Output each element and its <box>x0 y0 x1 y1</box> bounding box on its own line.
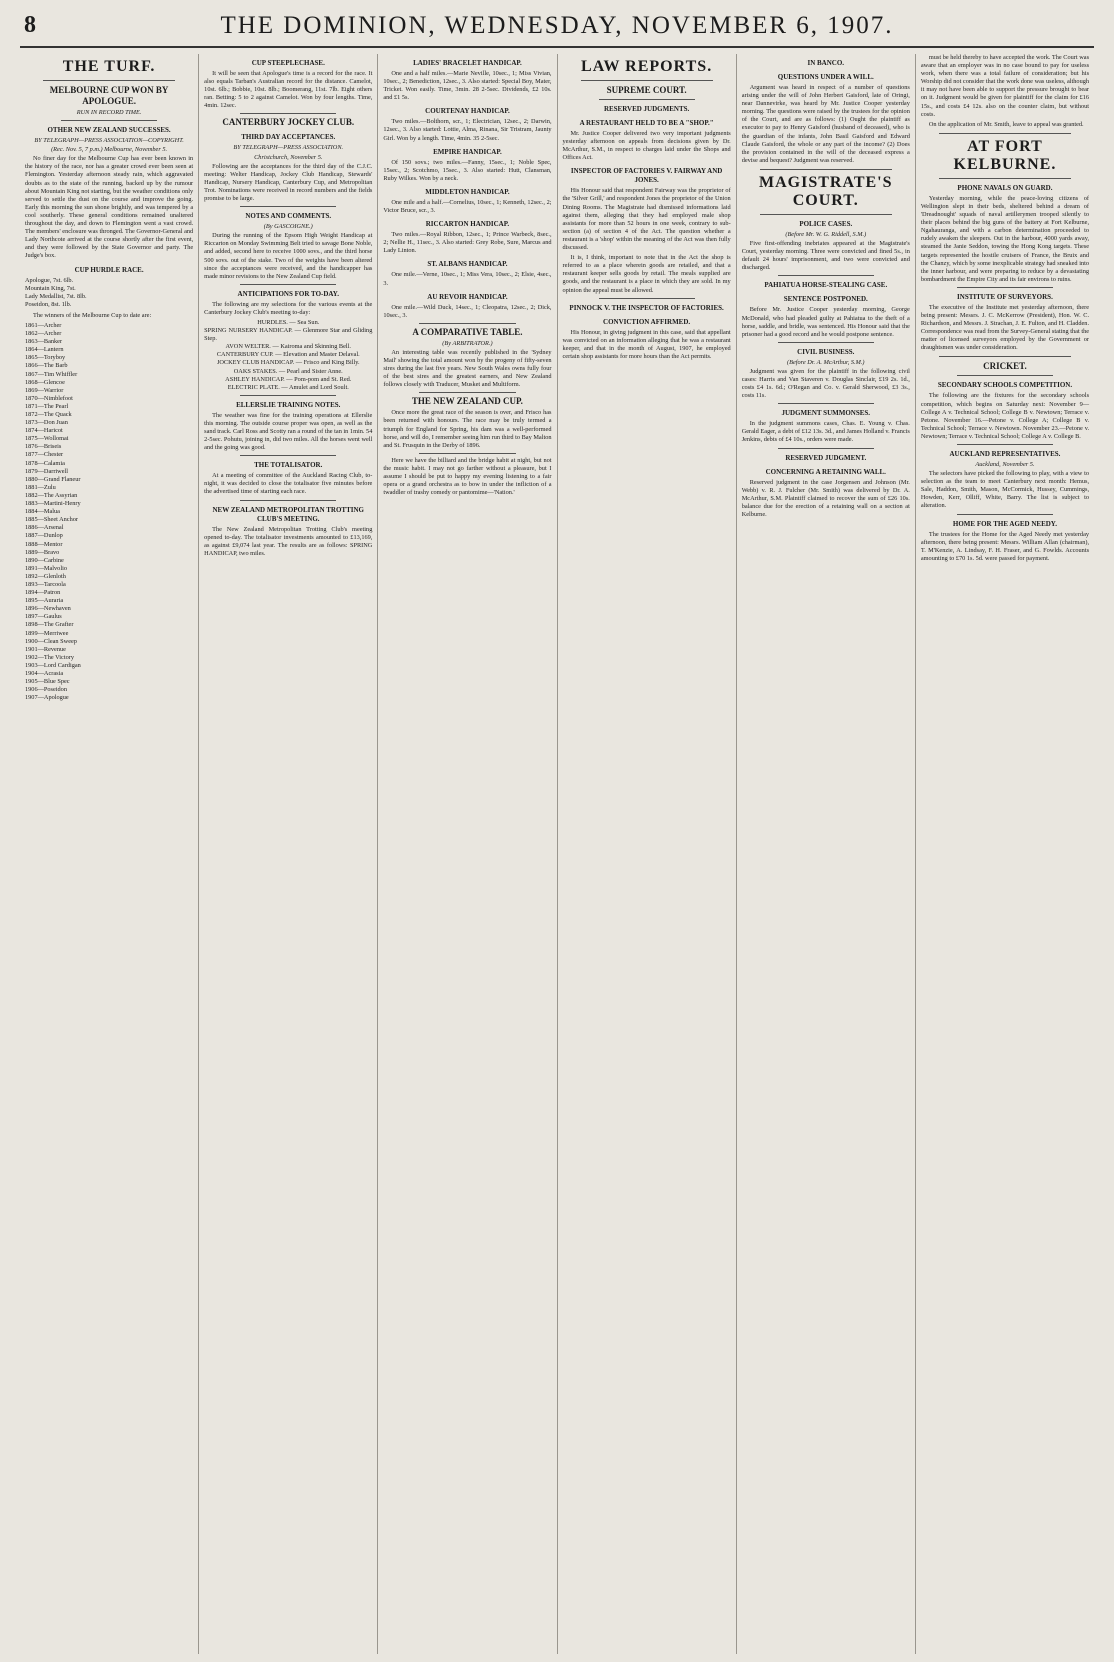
article-body: The selectors have picked the following to play, with a view to selection as the team to meet Canterbury next month: Hemus, Sale, Haddon, Smith, Mason, McCormick, Hussey, Cummings, Howden, Kerr, Olliff, White, Barry. The list is subject to alteration. <box>920 470 1090 510</box>
article-body: The winners of the Melbourne Cup to date are: <box>33 311 152 319</box>
masthead <box>20 8 1094 48</box>
article-headline: CONVICTION AFFIRMED. <box>603 317 691 326</box>
divider <box>240 284 336 285</box>
record-row: 1880—Grand Flaneur <box>25 475 81 483</box>
article-headline: THIRD DAY ACCEPTANCES. <box>241 133 336 142</box>
results-list <box>25 277 193 309</box>
article-body: During the running of the Epsom High Weight Handicap at Riccarton on Monday Swimming Belt tried to savage Bone Noble, and added, second here to receive 1000 sovs., and the third horse 500 sovs. out of the stake. Two of the weights have been altered since the acceptances were received, and the handicapper has made minor revisions to the New Zealand Cup field. <box>204 232 373 280</box>
article-headline: THE NEW ZEALAND CUP. <box>411 396 523 407</box>
article-headline: SUPREME COURT. <box>606 85 687 95</box>
article-body: One and a half miles.—Marie Neville, 10sec., 1; Miss Vivian, 10sec., 2; Benediction, 12sec., 3. Also started: Special Boy, Mater, Tricket. Won easily. Time, 3min. 28 2-5sec. Dividends, £2 10s. and £1 5s. <box>383 70 552 102</box>
article-body: Five first-offending inebriates appeared at the Magistrate's Court, yesterday morning. Three were convicted and fined 5s., in default 24 hours' imprisonment, and two were convicted and discharged. <box>741 240 910 272</box>
article-headline: CONCERNING A RETAINING WALL. <box>765 467 886 476</box>
selection-item: CANTERBURY CUP. — Elevation and Master Delaval. <box>216 351 360 359</box>
selection-item: JOCKEY CLUB HANDICAP. — Frisco and King Billy. <box>216 359 360 367</box>
article-body: Reserved judgment in the case Jorgensen and Johnson (Mr. Webb) v. R. J. Fulcher (Mr. Smith) was delivered by Dr. A. McArthur, S.M. Plaintiff claimed to recover the sum of £26 10s. balance due for the erection of a retaining wall on a section at Kelburne. <box>741 478 910 518</box>
article-headline: MELBOURNE CUP WON BY APOLOGUE. <box>49 85 169 106</box>
article-headline: LADIES' BRACELET HANDICAP. <box>413 59 522 67</box>
article-body: One mile and a half.—Cornelius, 10sec., 1; Kenneth, 12sec., 2; Victor Bruce, scr., 3. <box>383 198 552 215</box>
divider <box>419 453 515 454</box>
record-row: 1868—Glencoe <box>25 378 65 386</box>
divider <box>957 287 1053 288</box>
credit-line: BY TELEGRAPH—PRESS ASSOCIATION—COPYRIGHT. <box>34 137 184 145</box>
record-row: 1878—Calamia <box>25 459 65 467</box>
section-heading: AT FORT KELBURNE. <box>953 137 1057 173</box>
record-row: 1893—Tarcoola <box>25 580 66 588</box>
record-row: 1888—Mentor <box>25 540 63 548</box>
record-row: 1890—Carbine <box>25 556 64 564</box>
record-row: 1864—Lantern <box>25 346 64 354</box>
column-4 <box>558 54 737 1654</box>
column-6 <box>916 54 1094 1654</box>
article-headline: COURTENAY HANDICAP. <box>425 107 510 116</box>
record-row: 1882—The Assyrian <box>25 491 78 499</box>
section-heading: LAW REPORTS. <box>581 58 713 75</box>
article-body: Before Mr. Justice Cooper yesterday morning, George McDonald, who had pleaded guilty at Pahiatua to the theft of a horse, saddle, and bridle, was sentenced. His Honour said that the prisoner had a good record and he would postpone sentence. <box>741 306 910 338</box>
article-headline: INSPECTOR OF FACTORIES V. FAIRWAY AND JONES. <box>570 167 723 185</box>
divider <box>581 80 713 81</box>
article-body: His Honour said that respondent Fairway was the proprietor of the 'Silver Grill,' and respondent Jones the proprietor of the Union Dining Rooms. The Magistrate had dismissed informations laid against them, alleging that they had employed male shop assistants for more than 52 hours in one week, contrary to sub-section (a) of section 4 of the Act. The question whether a restaurant is a 'shop' within the meaning of the Act was then fully discussed. <box>562 187 731 252</box>
record-row: 1887—Dunlop <box>25 532 63 540</box>
record-row: 1889—Bravo <box>25 548 60 556</box>
record-row: 1901—Revenue <box>25 645 66 653</box>
article-headline: A RESTAURANT HELD TO BE A "SHOP." <box>579 119 714 127</box>
article-body: The New Zealand Metropolitan Trotting Club's meeting opened to-day. The totalisator investments amounted to £13,169, as against £9,074 last year. The results are as follows: SPRING HANDICAP, two miles. <box>204 525 373 557</box>
divider <box>240 455 336 456</box>
article-body: An interesting table was recently published in the 'Sydney Mail' showing the total amount won by the progeny of fifty-seven sires during the last five years. New South Wales owns fully four of the best sires and the greatest earners, and New Zealand follows closely with Traducer, Musket and Multiform. <box>383 348 552 389</box>
divider <box>939 356 1071 357</box>
selection-item: SPRING NURSERY HANDICAP. — Glenmore Star and Gliding Step. <box>204 327 373 343</box>
article-body: On the application of Mr. Smith, leave to appeal was granted. <box>928 120 1084 128</box>
divider <box>957 375 1053 376</box>
article-headline: ELLERSLIE TRAINING NOTES. <box>236 400 341 409</box>
divider <box>760 169 892 170</box>
list-item: Poseidon, 8st. 1lb. <box>25 300 72 308</box>
record-row: 1871—The Pearl <box>25 402 69 410</box>
record-row: 1863—Banker <box>25 338 63 346</box>
article-body: At a meeting of committee of the Auckland Racing Club, to-night, it was decided to close the totalisator five minutes before the advertised time of starting each race. <box>204 472 373 496</box>
article-headline: AU REVOIR HANDICAP. <box>427 292 508 301</box>
article-body: The weather was fine for the training operations at Ellerslie this morning. The outside course proper was open, as well as the sand track. Carl Ross and Scotty ran a round of the tan in 1min. 54 2-5sec. Pohutu, joining in, did two miles. All the horses went well and the going was good. <box>204 411 373 452</box>
record-row: 1876—Briseis <box>25 443 62 451</box>
record-row: 1905—Blue Spec <box>25 678 70 686</box>
record-row: 1862—Archer <box>25 330 62 338</box>
divider <box>61 120 157 121</box>
record-row: 1904—Acrasia <box>25 670 64 677</box>
article-headline: IN BANCO. <box>807 59 845 67</box>
record-row: 1872—The Quack <box>25 411 72 418</box>
divider <box>419 392 515 393</box>
record-row: 1900—Clean Sweep <box>25 637 77 645</box>
record-row: 1861—Archer <box>25 321 62 329</box>
divider <box>419 323 515 324</box>
article-body: Yesterday morning, while the peace-loving citizens of Wellington slept in their beds, sheltered behind a dream of 'Dreadnought' squads of naval artillerymen trooped silently to their places behind the big guns of the battery at Fort Kelburne, Ngahauranga, and with a carbon determination proceeded to rudely awaken the sleepers. Out in the harbour, 4000 yards away, steamed the Janie Seddon, towing the Hong Kong targets. These targets represented the hostile cruisers of France, the Bruix and the Chanzy, which by some inexplicable strategy had sneaked into the inner harbour, and were preparing to reduce by a devastating bombardment the Empire City and its fair environs to ruins. <box>920 194 1090 283</box>
record-row: 1875—Wollomai <box>25 435 69 443</box>
record-row: 1874—Haricot <box>25 427 63 435</box>
article-body: It is, I think, important to note that in the Act the shop is referred to as a place wherein goods are retailed, and that a restaurant keeper sells goods by retail. The meals supplied are goods, and the restaurant is a place in which they are sold. In my opinion the appeal must be allowed. <box>562 254 731 294</box>
record-row: 1873—Don Juan <box>25 419 68 427</box>
record-row: 1885—Sheet Anchor <box>25 516 78 524</box>
article-headline: SECONDARY SCHOOLS COMPETITION. <box>937 381 1073 390</box>
article-headline: RESERVED JUDGMENT. <box>785 453 867 462</box>
page-number: 8 <box>24 12 36 38</box>
column-1 <box>20 54 199 1654</box>
record-row: 1899—Merriwee <box>25 629 69 637</box>
divider <box>43 80 175 81</box>
article-body: One mile.—Verne, 10sec., 1; Miss Vera, 10sec., 2; Elsie, 4sec., 3. <box>383 271 552 287</box>
record-row: 1881—Zulu <box>25 483 56 491</box>
section-heading: MAGISTRATE'S COURT. <box>759 173 893 209</box>
article-headline: CANTERBURY JOCKEY CLUB. <box>222 117 355 128</box>
divider <box>240 206 336 207</box>
article-body: Two miles.—Bolthorn, scr., 1; Electrician, 12sec., 2; Darwin, 12sec., 3. Also started: Lottie, Alma, Rinana, Sir Tristram, Jaunty Girl. Won by a length. Time, 4min. 35 2-5sec. <box>383 118 552 142</box>
article-headline: EMPIRE HANDICAP. <box>433 147 502 156</box>
byline: (Before Mr. W. G. Riddell, S.M.) <box>785 230 867 238</box>
credit-line: BY TELEGRAPH—PRESS ASSOCIATION. <box>233 144 344 152</box>
section-heading: CRICKET. <box>983 361 1027 372</box>
record-row: 1867—Tim Whiffler <box>25 370 78 378</box>
dateline: Christchurch, November 5. <box>254 153 323 161</box>
divider <box>778 403 874 404</box>
article-headline: AUCKLAND REPRESENTATIVES. <box>949 450 1061 458</box>
record-row: 1898—The Grafter <box>25 621 74 629</box>
divider <box>778 275 874 276</box>
article-body: The trustees for the Home for the Aged Needy met yesterday afternoon, there being present: Messrs. William Allan (chairman), T. M'Kenzie, A. Lindsay, F. H. Fraser, and G. Fowlds. Accounts amounting to £70 1s. 5d. were passed for payment. <box>920 530 1090 562</box>
record-row: 1897—Gaulus <box>25 613 62 621</box>
divider <box>939 133 1071 134</box>
article-body: Here we have the billiard and the bridge habit at night, but not the music habit. I may not go farther without a pleasure, but I assume I should be put to happy my evening listening to a fair opera or a grand orchestra as to bow in under the infliction of a twaddler of trashy comedy or pantomime—'Nation.' <box>383 456 552 497</box>
article-body: The following are the fixtures for the secondary schools competition, which begins on Saturday next: November 9—College A v. Technical School; College B v. Newtown; Terrace v. Petone. November 16.—Petone v. College A; College B v. Technical School; Terrace v. Newtown. November 23.—Petone v. Newtown; Terrace v. Technical School; College A v. College B. <box>920 392 1090 440</box>
article-body: Of 150 sovs.; two miles.—Fanny, 15sec., 1; Noble Spec, 15sec., 2; Scotchmo, 15sec., 3. Also started: Hutt, Clansman, Ruby Wilkes. Won by a neck. <box>383 158 552 182</box>
byline: (By ARBITRATOR.) <box>442 339 493 347</box>
columns <box>20 54 1094 1654</box>
article-headline: RICCARTON HANDICAP. <box>425 220 510 229</box>
list-item: Lady Medallist, 7st. 8lb. <box>25 292 87 300</box>
records-list <box>25 322 193 702</box>
record-row: 1896—Newhaven <box>25 605 71 613</box>
list-item: Apologue, 7st. 6lb. <box>25 276 74 284</box>
record-row: 1869—Warrior <box>25 386 64 394</box>
article-headline: CIVIL BUSINESS. <box>797 347 855 356</box>
divider <box>957 444 1053 445</box>
article-headline: JUDGMENT SUMMONSES. <box>781 409 871 418</box>
selection-item: AVON WELTER. — Kairoma and Skinning Bell. <box>225 343 351 351</box>
record-row: 1886—Arsenal <box>25 524 64 532</box>
article-headline: CUP HURDLE RACE. <box>74 265 144 274</box>
article-headline: NEW ZEALAND METROPOLITAN TROTTING CLUB'S MEETING. <box>212 505 364 523</box>
list-item: Mountain King, 7st. <box>25 284 76 292</box>
record-row: 1895—Auraria <box>25 597 64 605</box>
article-headline: SENTENCE POSTPONED. <box>783 295 868 304</box>
column-2 <box>199 54 378 1654</box>
selection-item: HURDLES. — Sea Sun. <box>257 318 320 326</box>
article-body: In the judgment summons cases, Chas. E. Young v. Chas. Gerald Eager, a debt of £12 13s. 3d., and James Holland v. Francis Jenkins, debts of £4 10s., orders were made. <box>741 420 910 444</box>
section-heading: THE TURF. <box>62 58 156 75</box>
article-headline: QUESTIONS UNDER A WILL. <box>777 73 874 81</box>
article-body: must be held thereby to have accepted the work. The Court was aware that an employer was in no case bound to pay for useless work, when there was a total failure of consideration; but his Worship did not consider that the work done was useless, although it may not have been able to support the pressure brought to bear on it. Judgment would be given for plaintiff for the claim for £16 15s., and costs £4 12s. also on the counter claim, but without costs. <box>920 54 1090 118</box>
article-body: Argument was heard in respect of a number of questions arising under the will of John Herbert Gaisford, late of Oringi, near Dannevirke, was heard by Mr. Justice Cooper yesterday morning. The questions were raised by the trustees for the opinion of the Court, and are as follows: (1) Ought the plaintiff as executor to pay to Henry Gaisford (husband of deceased), who is the guardian of the infants, John Basil Gaisford and Edward Claude Gaisford, the whole or any part of the income? (2) Does the provision contained in the will of the deceased express a devise and bequest? Judgment was reserved. <box>741 84 910 164</box>
article-headline: ST. ALBANS HANDICAP. <box>427 260 508 269</box>
record-row: 1892—Glenloth <box>25 572 66 580</box>
divider <box>939 178 1071 179</box>
article-headline: A COMPARATIVE TABLE. <box>412 326 523 337</box>
picks-list <box>204 319 372 392</box>
article-body: The following are my selections for the various events at the Canterbury Jockey Club's meeting to-day: <box>204 300 373 316</box>
record-row: 1894—Patron <box>25 589 61 597</box>
article-headline: OTHER NEW ZEALAND SUCCESSES. <box>47 126 171 135</box>
record-row: 1903—Lord Cardigan <box>25 661 81 669</box>
record-row: 1906—Poseidon <box>25 686 67 694</box>
record-row: 1879—Darriwell <box>25 467 69 475</box>
record-row: 1870—Nimblefoot <box>25 394 73 402</box>
article-body: The executive of the Institute met yesterday afternoon, there being present: Messrs. J. C. McKerrow (President), Hon. W. C. Richardson, and Messrs. J. Strachan, J. E. Fulton, and H. Cladden. Correspondence was read from the Survey-General stating that the matter of licensed surveyors employed by the Government or draughtsmen was under consideration. <box>920 303 1090 352</box>
article-body: Judgment was given for the plaintiff in the following civil cases: Harris and Van Staveren v. Douglas Sinclair, £19 2s. 1d., costs £4 1s. 6d.; O'Regan and Co. v. Gerald Sherwood, £3 3s., costs 11s. <box>741 367 910 400</box>
dateline: Auckland, November 5. <box>975 461 1035 468</box>
article-subhead: RUN IN RECORD TIME. <box>76 109 142 116</box>
article-body: Once more the great race of the season is over, and Frisco has been returned with honours. The race may be truly termed a triumph for England for Spring, his dam was a well-performed horse, and will do, I remember seeing him run third to Bay Malton and St. Frusquin in the Derby of 1896. <box>383 409 552 449</box>
article-headline: RESERVED JUDGMENTS. <box>603 105 690 113</box>
article-headline: POLICE CASES. <box>799 219 853 228</box>
divider <box>760 214 892 215</box>
record-row: 1883—Martini-Henry <box>25 500 81 508</box>
record-row: 1877—Chester <box>25 451 64 459</box>
newspaper-title: THE DOMINION, WEDNESDAY, NOVEMBER 6, 1907. <box>220 12 894 39</box>
selection-item: ELECTRIC PLATE. — Amulet and Lord Soult. <box>227 383 349 391</box>
byline: (By GASCOIGNE.) <box>263 223 313 231</box>
article-body: His Honour, in giving judgment in this case, said that appellant was convicted on an information alleging that he was a restaurant keeper, and that in the month of August, 1907, he employed certain shop assistants for more hours than the Act permits. <box>562 328 731 360</box>
article-headline: MIDDLETON HANDICAP. <box>425 187 510 196</box>
record-row: 1884—Malua <box>25 508 60 516</box>
divider <box>957 514 1053 515</box>
article-body: Mr. Justice Cooper delivered two very important judgments yesterday afternoon on appeals from decisions given by Dr. McArthur, S.M., in respect to charges laid under the Shops and Offices Act. <box>562 130 731 162</box>
divider <box>778 448 874 449</box>
article-headline: HOME FOR THE AGED NEEDY. <box>952 519 1057 528</box>
article-headline: CUP STEEPLECHASE. <box>251 59 325 67</box>
article-body: No finer day for the Melbourne Cup has ever been known in the history of the race, nor has a greater crowd ever been seen at Flemington. Yesterday afternoon steady rain, which aggravated doubts as to the state of the running, backed up by the rumour about Mountain King not starting, but the weather conditions only served to settle the dust on the course and improve the going. Early this morning the sun shone brightly, and was tempered by a cool southerly. These general conditions remained unaltered throughout the day, and down to Flemington went a vast crowd. The members' enclosure was thronged. The Governor-General and Lady Northcote arrived at the course shortly after the first event, and they were followed by the State Governor and party. The Judge's box. <box>25 155 194 260</box>
selection-item: ASHLEY HANDICAP. — Pom-pom and St. Red. <box>225 375 352 383</box>
article-headline: INSTITUTE OF SURVEYORS. <box>957 292 1053 301</box>
article-headline: ANTICIPATIONS FOR TO-DAY. <box>237 289 339 298</box>
divider <box>240 395 336 396</box>
column-5 <box>737 54 916 1654</box>
record-row: 1866—The Barb <box>25 362 68 370</box>
byline: (Before Dr. A. McArthur, S.M.) <box>787 358 865 366</box>
divider <box>778 342 874 343</box>
column-3 <box>378 54 557 1654</box>
article-headline: PAHIATUA HORSE-STEALING CASE. <box>764 281 888 290</box>
record-row: 1907—Apologue <box>25 694 69 702</box>
selection-item: OAKS STAKES. — Pearl and Sister Anne. <box>233 367 343 375</box>
divider <box>599 298 695 299</box>
record-row: 1891—Malvolio <box>25 564 67 572</box>
record-row: 1902—The Victory <box>25 653 74 661</box>
divider <box>240 113 336 114</box>
divider <box>599 99 695 100</box>
article-headline: PHONE NAVALS ON GUARD. <box>957 183 1053 192</box>
article-body: Following are the acceptances for the third day of the C.J.C. meeting: Welter Handicap, Jockey Club Handicap, Stewards' Handicap, Nursery Handicap, Canterbury Cup, and Metropolitan Trot. Nominations were received in record numbers and the fields promise to be large. <box>204 162 373 203</box>
article-body: One mile.—Wild Duck, 14sec., 1; Cleopatra, 12sec., 2; Dick, 10sec., 3. <box>383 303 552 319</box>
article-headline: NOTES AND COMMENTS. <box>245 212 332 221</box>
record-row: 1865—Toryboy <box>25 354 66 362</box>
dateline: (Rec. Nov. 5, 7 p.m.) Melbourne, November 5. <box>51 146 168 154</box>
article-headline: PINNOCK V. THE INSPECTOR OF FACTORIES. <box>569 303 724 312</box>
article-body: It will be seen that Apologue's time is a record for the race. It also equals Tarban's Australian record for the distance. Camelot, 10st. 6lb.; Bobbie, 10st. 8lb.; Boomerang, 11st. 7lb. Eight others ran. Betting: 5 to 2 against Camelot. Won by four lengths. Time, 4min. 12sec. <box>204 70 373 110</box>
divider <box>240 500 336 501</box>
article-body: Two miles.—Royal Ribbon, 12sec., 1; Prince Warbeck, 8sec., 2; Nellie H., 11sec., 3. Also started: Grey Robe, Sure, Marcus and Lady Linton. <box>383 231 552 255</box>
article-headline: THE TOTALISATOR. <box>254 461 323 470</box>
